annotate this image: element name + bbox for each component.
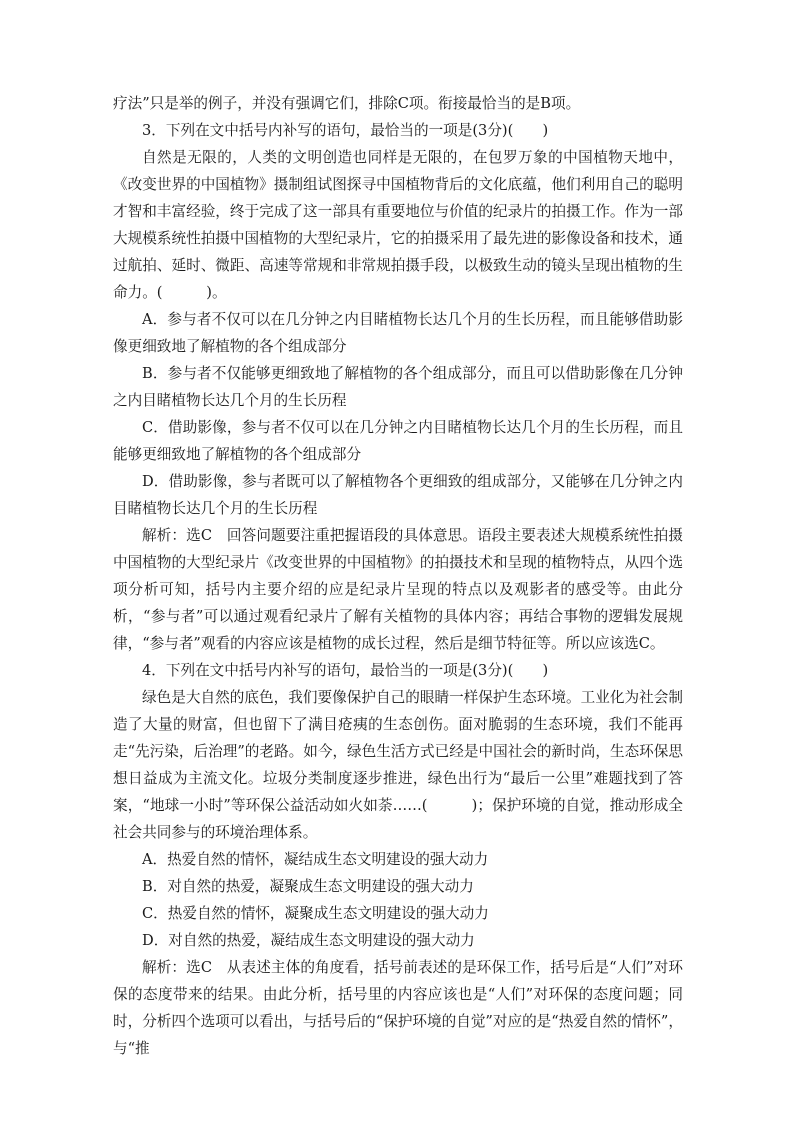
question-4-option-b: B．对自然的热爱，凝聚成生态文明建设的强大动力 bbox=[142, 878, 474, 895]
question-4: 4．下列在文中括号内补写的语句，最恰当的一项是(3分)( ) bbox=[142, 662, 549, 679]
question-4-passage: 绿色是大自然的底色，我们要像保护自己的眼睛一样保护生态环境。工业化为社会制造了大量的财富，但也留下了满目疮痍的生态创伤。面对脆弱的生态环境，我们不能再走“先污染，后治理”的老路。如今，绿色生活方式已经是中国社会的新时尚，生态环保思想日益成为主流文化。垃圾分类制度逐步推进，绿色出行为“最后一公里”难题找到了答案，“地球一小时”等环保公益活动如火如荼……( )；保护环境的自觉，推动形成全社会共同参与的环境治理体系。 bbox=[113, 689, 683, 841]
document-body bbox=[113, 90, 683, 1062]
question-3-option-d: D．借助影像，参与者既可以了解植物各个更细致的组成部分，又能够在几分钟之内目睹植物长达几个月的生长历程 bbox=[113, 473, 683, 517]
question-4-option-a: A．热爱自然的情怀，凝结成生态文明建设的强大动力 bbox=[142, 851, 489, 868]
question-3-option-b: B．参与者不仅能够更细致地了解植物的各个组成部分，而且可以借助影像在几分钟之内目睹植物长达几个月的生长历程 bbox=[113, 365, 683, 409]
question-3-passage: 自然是无限的，人类的文明创造也同样是无限的，在包罗万象的中国植物天地中，《改变世界的中国植物》摄制组试图探寻中国植物背后的文化底蕴，他们利用自己的聪明才智和丰富经验，终于完成了这一部具有重要地位与价值的纪录片的拍摄工作。作为一部大规模系统性拍摄中国植物的大型纪录片，它的拍摄采用了最先进的影像设备和技术，通过航拍、延时、微距、高速等常规和非常规拍摄手段，以极致生动的镜头呈现出植物的生命力。( )。 bbox=[113, 149, 683, 301]
continued-analysis: 疗法”只是举的例子，并没有强调它们，排除C项。衔接最恰当的是B项。 bbox=[113, 95, 581, 112]
question-3: 3．下列在文中括号内补写的语句，最恰当的一项是(3分)( ) bbox=[142, 122, 549, 139]
question-3-analysis: 解析：选C 回答问题要注重把握语段的具体意思。语段主要表述大规模系统性拍摄中国植物的大型纪录片《改变世界的中国植物》的拍摄技术和呈现的植物特点，从四个选项分析可知，括号内主要介绍的应是纪录片呈现的特点以及观影者的感受等。由此分析，“参与者”可以通过观看纪录片了解有关植物的具体内容；再结合事物的逻辑发展规律，“参与者”观看的内容应该是植物的成长过程，然后是细节特征等。所以应该选C。 bbox=[113, 527, 683, 652]
question-4-analysis: 解析：选C 从表述主体的角度看，括号前表述的是环保工作，括号后是“人们”对环保的态度带来的结果。由此分析，括号里的内容应该也是“人们”对环保的态度问题；同时，分析四个选项可以看出，与括号后的“保护环境的自觉”对应的是“热爱自然的情怀”，与“推 bbox=[113, 959, 683, 1057]
question-4-option-d: D．对自然的热爱，凝结成生态文明建设的强大动力 bbox=[142, 932, 475, 949]
question-3-option-c: C．借助影像，参与者不仅可以在几分钟之内目睹植物长达几个月的生长历程，而且能够更细致地了解植物的各个组成部分 bbox=[113, 419, 683, 463]
question-3-option-a: A．参与者不仅可以在几分钟之内目睹植物长达几个月的生长历程，而且能够借助影像更细致地了解植物的各个组成部分 bbox=[113, 311, 683, 355]
question-4-option-c: C．热爱自然的情怀，凝聚成生态文明建设的强大动力 bbox=[142, 905, 489, 922]
